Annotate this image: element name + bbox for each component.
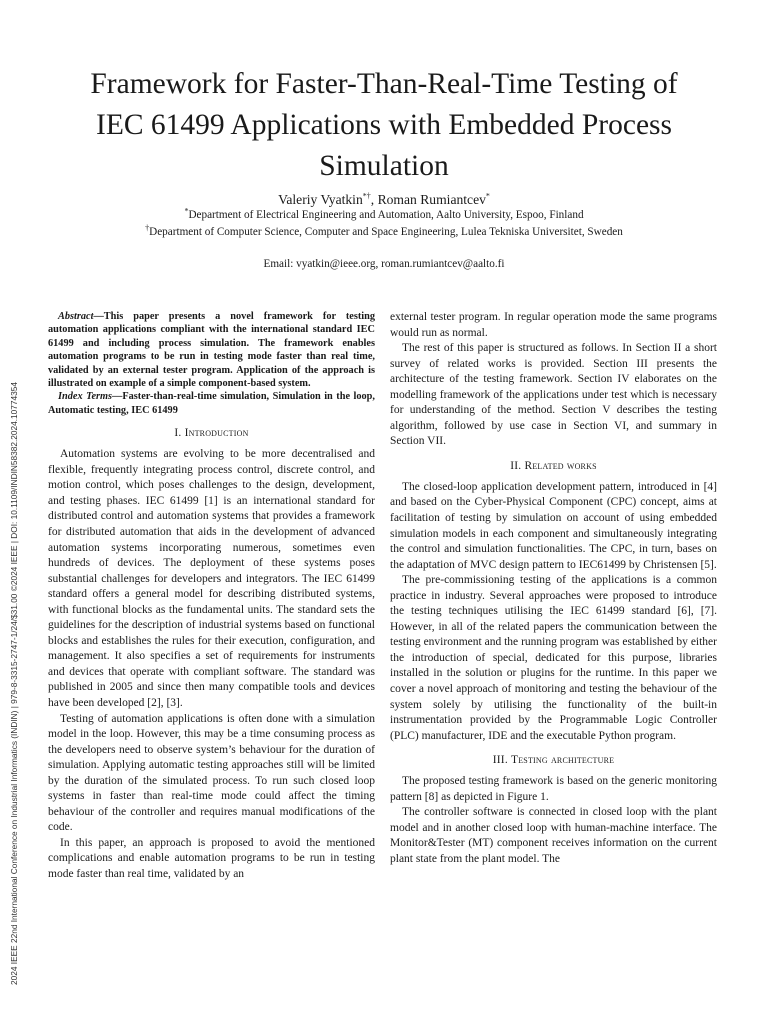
paragraph: The pre-commissioning testing of the applications is a common practice in industry. Several approaches were proposed to introduce the testing techniques utilising the IEC 61499 standard [6], [7]. However, in all of the related papers the communication between the testing environment and the running program was established by either the introduction of special, dedicated for this purpose, libraries installed in the solution or plugins for the runtime. In this paper we cover a novel approach of monitoring and testing the behaviour of the system solely by utilising the functionality of the built-in instrumentation provided by the Programmable Logic Controller (PLC) manufacturer, IDE and the executable Python program. <box>390 574 717 742</box>
abstract <box>48 310 375 390</box>
author-separator: , <box>370 192 378 207</box>
index-terms-label: Index Terms <box>58 391 113 403</box>
abstract-label: Abstract <box>58 311 94 322</box>
affiliation-text: Department of Electrical Engineering and Automation, Aalto University, Espoo, Finland <box>188 209 584 221</box>
affiliation-marker: † <box>145 223 150 233</box>
title-line: Framework for Faster-Than-Real-Time Testing of <box>90 68 678 100</box>
author-name: Roman Rumiantcev <box>377 192 486 207</box>
affiliation-marker: *† <box>362 191 371 201</box>
affiliation-marker: * <box>485 191 490 201</box>
author-name: Valeriy Vyatkin <box>278 192 363 207</box>
right-column <box>390 310 717 868</box>
affiliation <box>40 225 728 240</box>
section-number: I. <box>174 427 185 440</box>
abstract-text: —This paper presents a novel framework for testing automation applications compliant with the international standard IEC 61499 and including process simulation. The framework enables automation programs to be run in testing mode faster than real time, validated by an external tester program. Application of the approach is illustrated on example of a simple component-based system. <box>48 311 375 390</box>
title-line: IEC 61499 Applications with Embedded Process <box>96 109 672 141</box>
section-title: Related works <box>524 459 597 472</box>
section-title: Introduction <box>184 427 249 440</box>
ieee-copyright-sidebar: 2024 IEEE 22nd International Conference on Industrial Informatics (INDIN) | 979-8-3315-2747-1/24/$31.00 ©2024 IEEE | DOI: 10.1109/INDIN58382.2024.10774354 <box>9 382 19 985</box>
section-heading <box>390 753 717 768</box>
left-column <box>48 310 375 883</box>
paragraph: Testing of automation applications is often done with a simulation model in the loop. However, this may be a time consuming process as the developers need to observe system’s behaviour for the duration of simulation. Applying automatic testing approaches still will be limited by the duration of the simulated process. To run such closed loop systems in faster than real-time mode could affect the timing behaviour of the controller and requires manual modifications of the code. <box>48 712 375 834</box>
paragraph: The rest of this paper is structured as follows. In Section II a short survey of related works is provided. Section III presents the architecture of the testing framework. Section IV elaborates on the modelling framework of the applications under test which is necessary for understanding of the method. Section V describes the testing algorithm, followed by use case in Section VI, and summary in Section VII. <box>390 342 717 448</box>
paragraph: The closed-loop application development pattern, introduced in [4] and based on the Cyber-Physical Component (CPC) concept, aims at facilitation of testing by simulation on account of using embedded simulation models in each component and simultaneously integrating the control and simulation functionalities. The CPC, in turn, bases on the adaptation of MVC design pattern to IEC61499 by Christensen [5]. <box>390 480 717 571</box>
section-heading <box>390 459 717 474</box>
paragraph: external tester program. In regular operation mode the same programs would run as normal. <box>390 311 717 339</box>
paragraph: The proposed testing framework is based on the generic monitoring pattern [8] as depicted in Figure 1. <box>390 775 717 803</box>
paragraph: In this paper, an approach is proposed to avoid the mentioned complications and enable automation programs to be run in testing mode faster than real time, validated by an <box>48 836 375 881</box>
paper-title <box>40 64 728 187</box>
author-list <box>40 190 728 209</box>
title-line: Simulation <box>319 150 449 182</box>
section-heading <box>48 426 375 441</box>
affiliation <box>40 208 728 223</box>
affiliation-text: Department of Computer Science, Computer and Space Engineering, Lulea Tekniska Universitet, Sweden <box>149 226 623 238</box>
index-terms <box>48 390 375 417</box>
section-number: II. <box>510 459 525 472</box>
affiliation-marker: * <box>184 206 189 216</box>
author-email: Email: vyatkin@ieee.org, roman.rumiantcev@aalto.fi <box>263 258 505 270</box>
section-number: III. <box>492 754 511 767</box>
section-title: Testing architecture <box>511 754 615 767</box>
paragraph: Automation systems are evolving to be more decentralised and flexible, frequently integrating process control, discrete control, and motion control, which poses challenges to the design, development, and testing phases. IEC 61499 [1] is an international standard for distributed control and automation systems that provides a framework for distributed automation that aids in the development of advanced automation systems incorporating numerous, sometimes even hundreds of devices. The deployment of these systems poses substantial challenges for developers and integrators. The IEC 61499 standard offers a general model for describing distributed systems, with functional blocks as the fundamental units. The standard sets the guidelines for the description of industrial systems based on functional blocks and establishes the rules for their execution, configuration, and management. It also specifies a set of requirements for instruments and devices that operate with compliant software. The standard was published in 2005 and since then many compatible tools and devices have been developed [2], [3]. <box>48 448 375 709</box>
paragraph: The controller software is connected in closed loop with the plant model and in another closed loop with human-machine interface. The Monitor&Tester (MT) component receives information on the current plant state from the plant model. The <box>390 806 717 865</box>
index-terms-text: —Faster-than-real-time simulation, Simulation in the loop, Automatic testing, IEC 61499 <box>48 391 375 416</box>
